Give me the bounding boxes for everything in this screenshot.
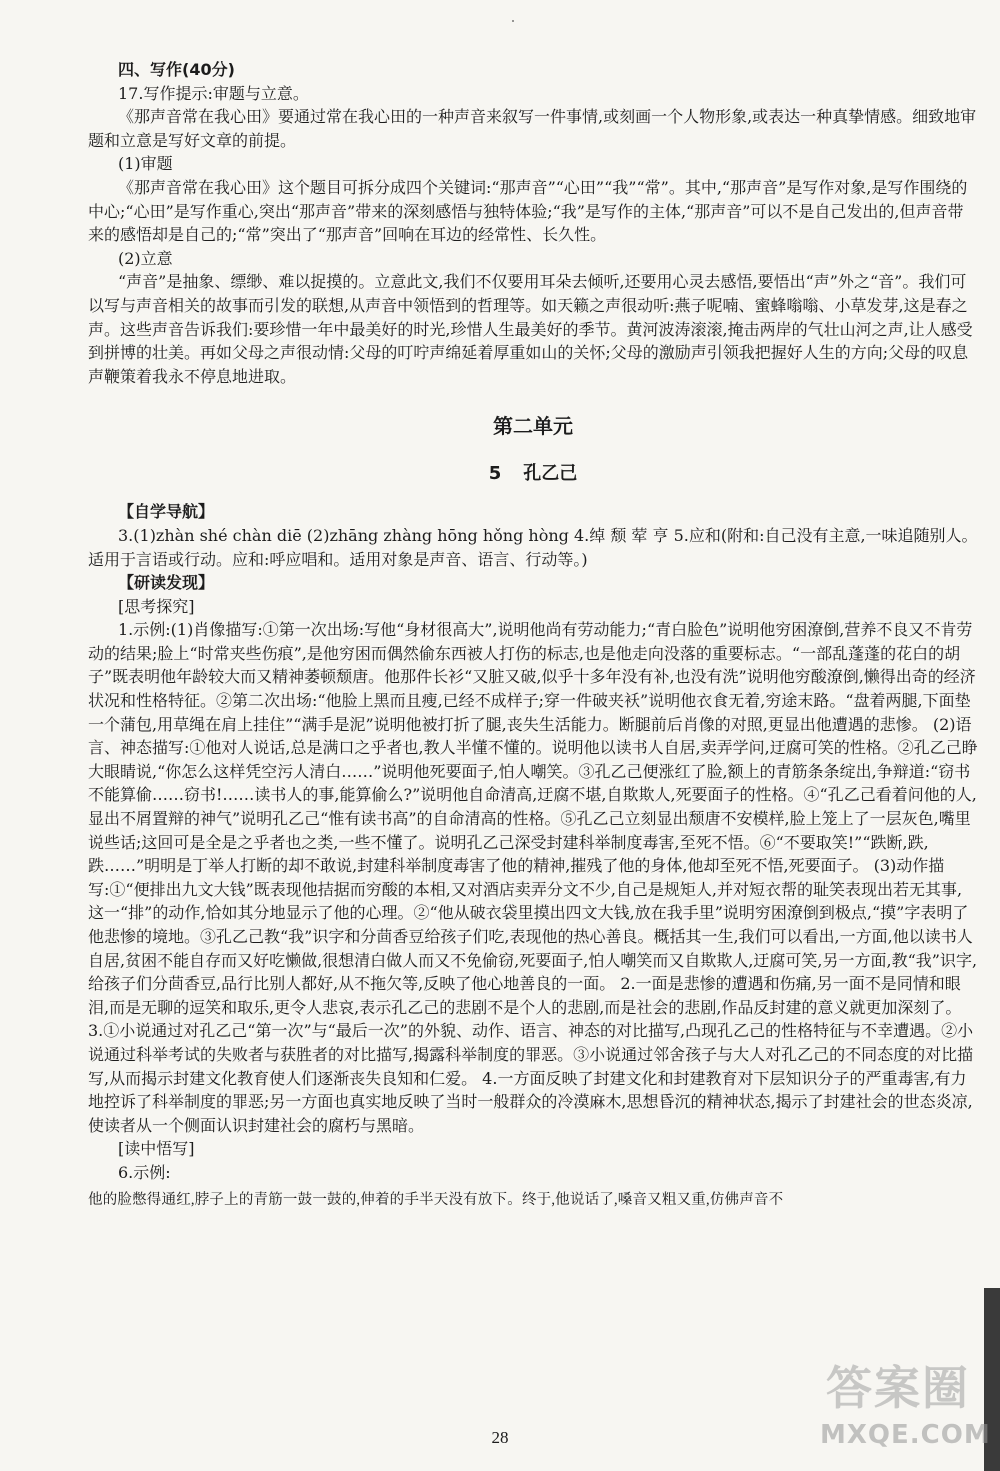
writing-section-heading: 四、写作(40分) — [118, 60, 235, 79]
example-label: 6.示例: — [118, 1162, 171, 1182]
page-number: 28 — [491, 1428, 509, 1447]
watermark-url: MXQE.COM — [820, 1420, 991, 1450]
self-study-heading: 【自学导航】 — [118, 502, 215, 522]
example-text: 他的脸憋得通红,脖子上的青筋一鼓一鼓的,伸着的手半天没有放下。终于,他说话了,嗓音又粗又重,仿佛声音不 — [88, 1191, 784, 1208]
review-subheading: (1)审题 — [118, 154, 173, 174]
print-speck — [512, 20, 514, 22]
read-write-label: [读中悟写] — [118, 1139, 195, 1159]
unit-title: 第二单元 — [493, 414, 573, 439]
page-content — [88, 58, 978, 1212]
review-paragraph: 《那声音常在我心田》这个题目可拆分成四个关键词:“那声音”“心田”“我”“常”。其中,“那声音”是写作对象,是写作围绕的中心;“心田”是写作重心,突出“那声音”带来的深刻感悟与独特体验;“我”是写作的主体,“那声音”可以不是自己发出的,但声音带来的感悟却是自己的;“常”突出了“那声音”回响在耳边的经常性、长久性。 — [88, 177, 968, 245]
lesson-name: 孔乙己 — [523, 463, 578, 485]
writing-tip-title: 17.写作提示:审题与立意。 — [118, 83, 309, 103]
conception-subheading: (2)立意 — [118, 248, 173, 268]
watermark-logo: 答案圈 — [826, 1361, 970, 1415]
self-study-answers: 3.(1)zhàn shé chàn diē (2)zhāng zhàng hōng hǒng hòng 4.绰 颓 荤 亨 5.应和(附和:自己没有主意,一味追随别人。适用于言语或行动。应和:呼应唱和。适用对象是声音、语言、行动等。) — [88, 525, 978, 569]
lesson-title — [88, 456, 978, 492]
research-heading: 【研读发现】 — [118, 573, 215, 593]
think-explore-label: [思考探究] — [118, 596, 195, 616]
think-explore-answers: 1.示例:(1)肖像描写:①第一次出场:写他“身材很高大”,说明他尚有劳动能力;“青白脸色”说明他穷困潦倒,营养不良又不肯劳动的结果;脸上“时常夹些伤痕”,是他穷困而偶然偷东西被人打伤的标志,也是他走向没落的重要标志。“一部乱蓬蓬的花白的胡子”既表明他年龄较大而又精神萎顿颓唐。他那件长衫“又脏又破,似乎十多年没有补,也没有洗”说明他穷酸潦倒,懒得出奇的经济状况和性格特征。②第二次出场:“他脸上黑而且瘦,已经不成样子;穿一件破夹袄”说明他衣食无着,穷途末路。“盘着两腿,下面垫一个蒲包,用草绳在肩上挂住”“满手是泥”说明他被打折了腿,丧失生活能力。断腿前后肖像的对照,更显出他遭遇的悲惨。 (2)语言、神态描写:①他对人说话,总是满口之乎者也,教人半懂不懂的。说明他以读书人自居,卖弄学问,迂腐可笑的性格。②孔乙己睁大眼睛说,“你怎么这样凭空污人清白……”说明他死要面子,怕人嘲笑。③孔乙己便涨红了脸,额上的青筋条条绽出,争辩道:“窃书不能算偷……窃书!……读书人的事,能算偷么?”说明他自命清高,迂腐不堪,自欺欺人,死要面子的性格。④“孔乙己看着问他的人,显出不屑置辩的神气”说明孔乙己“惟有读书高”的自命清高的性格。⑤孔乙己立刻显出颓唐不安模样,脸上笼上了一层灰色,嘴里说些话;这回可是全是之乎者也之类,一些不懂了。说明孔乙己深受封建科举制度毒害,至死不悟。⑥“不要取笑!”“跌断,跌,跌……”明明是丁举人打断的却不敢说,封建科举制度毒害了他的精神,摧残了他的身体,他却至死不悟,死要面子。 (3)动作描写:①“便排出九文大钱”既表现他拮据而穷酸的本相,又对酒店卖弄分文不少,自己是规矩人,并对短衣帮的耻笑表现出若无其事,这一“排”的动作,恰如其分地显示了他的心理。②“他从破衣袋里摸出四文大钱,放在我手里”说明穷困潦倒到极点,“摸”字表明了他悲惨的境地。③孔乙己教“我”识字和分茴香豆给孩子们吃,表现他的热心善良。概括其一生,我们可以看出,一方面,他以读书人自居,贫困不能自存而又好吃懒做,很想清白做人而又不免偷窃,死要面子,怕人嘲笑而又自欺欺人,迂腐可笑,另一方面,教“我”识字,给孩子们分茴香豆,品行比别人都好,从不拖欠等,反映了他心地善良的一面。 2.一面是悲惨的遭遇和伤痛,另一面不是同情和眼泪,而是无聊的逗笑和取乐,更令人悲哀,表示孔乙己的悲剧不是个人的悲剧,而是社会的悲剧,作品反封建的意义就更加深刻了。 3.①小说通过对孔乙己“第一次”与“最后一次”的外貌、动作、语言、神态的对比描写,凸现孔乙己的性格特征与不幸遭遇。②小说通过科举考试的失败者与获胜者的对比描写,揭露科举制度的罪恶。③小说通过邻舍孩子与大人对孔乙己的不同态度的对比描写,从而揭示封建文化教育使人们逐渐丧失良知和仁爱。 4.一方面反映了封建文化和封建教育对下层知识分子的严重毒害,有力地控诉了科举制度的罪恶;另一方面也真实地反映了当时一般群众的冷漠麻木,思想昏沉的精神状态,揭示了封建社会的世态炎凉,使读者从一个侧面认识封建社会的腐朽与黑暗。 — [88, 620, 978, 1135]
writing-intro-paragraph: 《那声音常在我心田》要通过常在我心田的一种声音来叙写一件事情,或刻画一个人物形象,或表达一种真挚情感。细致地审题和立意是写好文章的前提。 — [88, 107, 977, 150]
conception-paragraph: “声音”是抽象、缥缈、难以捉摸的。立意此文,我们不仅要用耳朵去倾听,还要用心灵去感悟,要悟出“声”外之“音”。我们可以写与声音相关的故事而引发的联想,从声音中领悟到的哲理等。如天籁之声很动听:燕子呢喃、蜜蜂嗡嗡、小草发芽,这是春之声。这些声音告诉我们:要珍惜一年中最美好的时光,珍惜人生最美好的季节。黄河波涛滚滚,掩击两岸的气壮山河之声,让人感受到拼博的壮美。再如父母之声很动情:父母的叮咛声绵延着厚重如山的关怀;父母的激励声引领我把握好人生的方向;父母的叹息声鞭策着我永不停息地进取。 — [88, 272, 973, 386]
lesson-number: 5 — [488, 463, 502, 485]
